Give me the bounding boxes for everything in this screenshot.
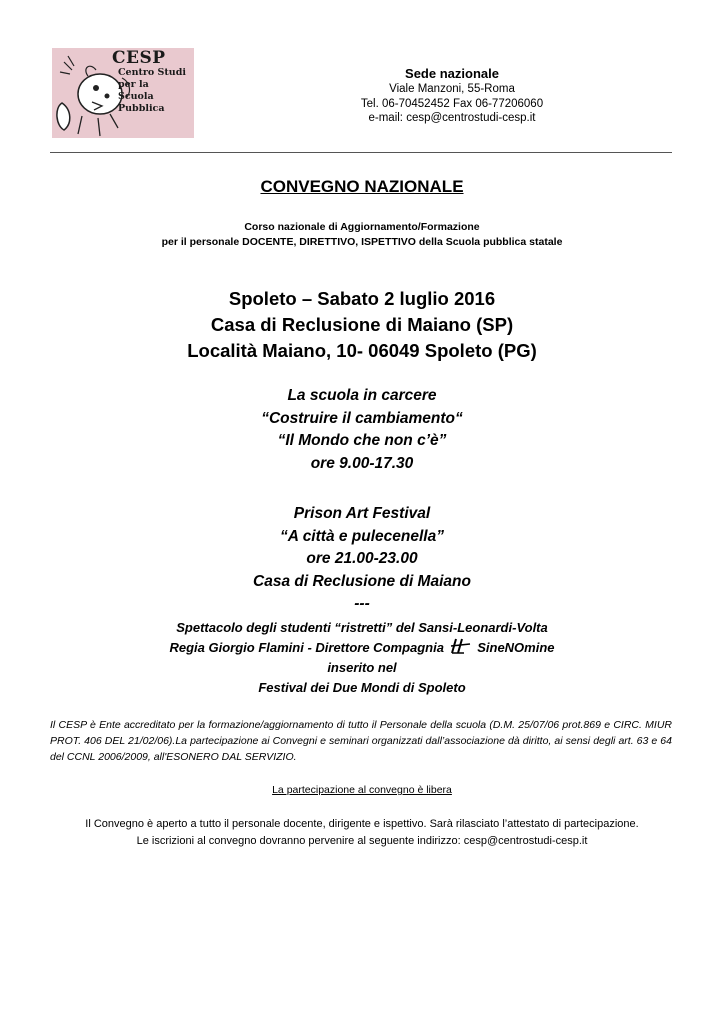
cesp-logo: [52, 48, 194, 138]
free-participation-note: La partecipazione al convegno è libera: [272, 784, 452, 796]
accreditation-paragraph: Il CESP è Ente accreditato per la formazione/aggiornamento di tutto il Personale della scuola (D.M. 25/07/06 prot.869 e CIRC. MIUR PROT. 406 DEL 21/02/06).La partecipazione ai Convegni e seminari organizzati dall’associazione dà diritto, ai sensi degli art. 63 e 64 del CCNL 2006/2009, all'ESONERO DAL SERVIZIO.: [50, 719, 672, 763]
logo-line: per la: [118, 79, 149, 90]
subtitle-line: per il personale DOCENTE, DIRETTIVO, ISPETTIVO della Scuola pubblica statale: [161, 236, 563, 248]
event-line: Prison Art Festival: [293, 505, 431, 522]
place-line: Spoleto – Sabato 2 luglio 2016: [228, 288, 496, 309]
registration-info: [80, 816, 644, 850]
subtitle-line: Corso nazionale di Aggiornamento/Formazione: [244, 221, 480, 233]
event-line: [40, 638, 684, 658]
event-line: Festival dei Due Mondi di Spoleto: [258, 680, 466, 695]
event-place: [40, 286, 684, 364]
info-line: Il Convegno è aperto a tutto il personale docente, dirigente e ispettivo. Sarà rilasciato l’attestato di partecipazione.: [85, 818, 639, 830]
event-time: ore 9.00-17.30: [310, 454, 414, 472]
event-line: “Il Mondo che non c’è”: [277, 432, 447, 449]
info-line: Le iscrizioni al convegno dovranno pervenire al seguente indirizzo: cesp@centrostudi-cesp.it: [136, 835, 588, 847]
separator: ---: [354, 595, 370, 612]
sede-phone: Tel. 06-70452452 Fax 06-77206060: [360, 97, 544, 110]
event-time: ore 21.00-23.00: [306, 550, 418, 567]
event-block-school: [40, 385, 684, 475]
company-name: SineNOmine: [477, 640, 555, 655]
event-line: La scuola in carcere: [287, 387, 437, 404]
event-line: Casa di Reclusione di Maiano: [253, 572, 471, 590]
event-line: Spettacolo degli studenti “ristretti” del Sansi-Leonardi-Volta: [176, 620, 548, 635]
header-divider: [50, 152, 672, 153]
event-line: inserito nel: [327, 660, 397, 675]
page-title: CONVEGNO NAZIONALE: [260, 177, 464, 196]
company-logo-icon: [450, 638, 472, 654]
logo-line: Scuola: [118, 91, 154, 102]
logo-line: Pubblica: [118, 103, 165, 114]
sede-title: Sede nazionale: [405, 66, 499, 81]
logo-title: CESP: [112, 48, 166, 68]
sede-nazionale: [332, 66, 572, 126]
sede-address: Viale Manzoni, 55-Roma: [389, 83, 515, 95]
place-line: Casa di Reclusione di Maiano (SP): [210, 314, 514, 335]
event-line: “A città e pulecenella”: [280, 527, 444, 545]
logo-line: Centro Studi: [118, 67, 186, 78]
director-text: Regia Giorgio Flamini - Direttore Compagnia: [169, 640, 444, 655]
event-block-festival: [40, 503, 684, 616]
place-line: Località Maiano, 10- 06049 Spoleto (PG): [187, 340, 537, 361]
event-block-show: [40, 618, 684, 698]
subtitle: [40, 220, 684, 250]
sede-email[interactable]: e-mail: cesp@centrostudi-cesp.it: [368, 112, 536, 124]
event-line: “Costruire il cambiamento“: [261, 409, 463, 427]
